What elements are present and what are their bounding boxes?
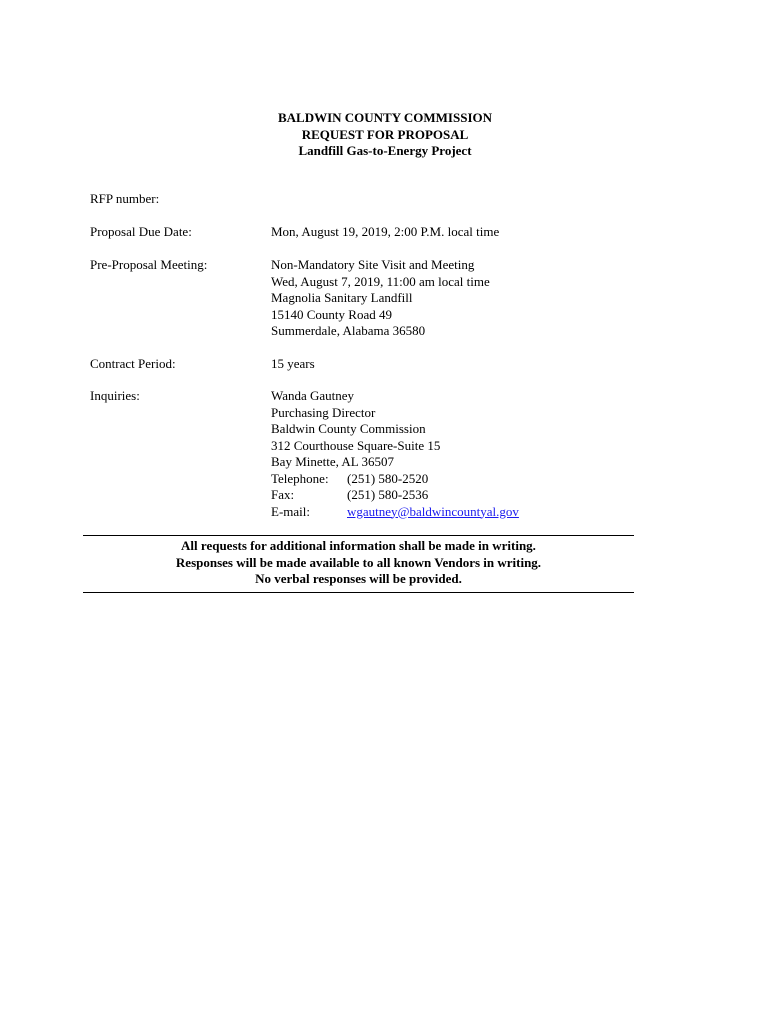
fax-value: (251) 580-2536 [347,487,429,502]
notice-line-writing: All requests for additional information shall be made in writing. [181,538,536,553]
rfp-number-label: RFP number: [90,191,160,206]
inquiries-contact [271,388,519,520]
contact-telephone-line [271,471,519,488]
meeting-label: Pre-Proposal Meeting: [90,257,208,272]
meeting-city: Summerdale, Alabama 36580 [271,323,426,338]
contact-email-line [271,504,519,521]
notice-line-no-verbal: No verbal responses will be provided. [255,571,462,586]
meeting-details [271,257,490,340]
meeting-location: Magnolia Sanitary Landfill [271,290,413,305]
inquiries-label: Inquiries: [90,388,140,403]
telephone-value: (251) 580-2520 [347,470,429,486]
due-date-value: Mon, August 19, 2019, 2:00 P.M. local time [271,224,500,239]
email-link[interactable]: wgautney@baldwincountyal.gov [347,503,519,519]
header-rfp-title: REQUEST FOR PROPOSAL [301,126,469,142]
due-date-label: Proposal Due Date: [90,224,192,239]
meeting-type: Non-Mandatory Site Visit and Meeting [271,257,475,272]
contract-value: 15 years [271,356,315,371]
contact-title: Purchasing Director [271,404,376,420]
meeting-datetime: Wed, August 7, 2019, 11:00 am local time [271,273,490,289]
header-commission: BALDWIN COUNTY COMMISSION [277,110,493,125]
contact-city: Bay Minette, AL 36507 [271,454,395,469]
contact-name: Wanda Gautney [271,388,355,403]
contact-fax-line [271,487,519,504]
meeting-street: 15140 County Road 49 [271,306,392,322]
notice-box [83,535,634,593]
telephone-label: Telephone: [271,470,329,486]
contact-org: Baldwin County Commission [271,421,426,436]
document-header [0,110,770,160]
email-label: E-mail: [271,503,310,519]
header-project-name: Landfill Gas-to-Energy Project [298,143,472,158]
contract-label: Contract Period: [90,356,176,371]
fax-label: Fax: [271,487,295,502]
notice-line-responses: Responses will be made available to all known Vendors in writing. [175,554,542,570]
contact-address: 312 Courthouse Square-Suite 15 [271,437,441,453]
